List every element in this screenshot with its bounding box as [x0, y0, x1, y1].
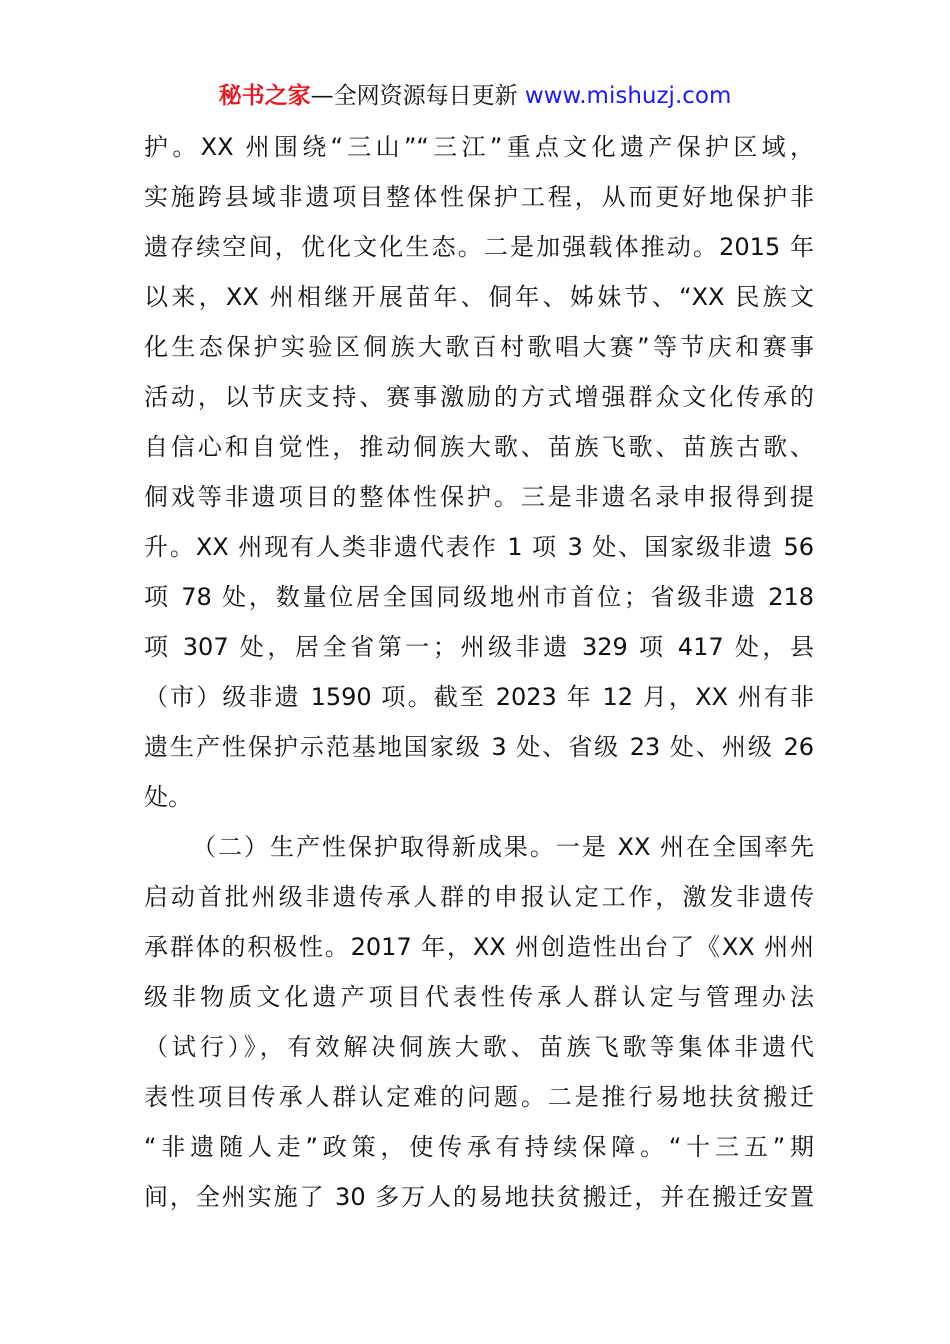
text-line: （试行）》，有效解决侗族大歌、苗族飞歌等集体非遗代	[144, 1033, 814, 1061]
text-line: 自信心和自觉性，推动侗族大歌、苗族飞歌、苗族古歌、	[144, 433, 814, 461]
text-line: 项 307 处，居全省第一；州级非遗 329 项 417 处，县	[144, 633, 814, 661]
text-line: 表性项目传承人群认定难的问题。二是推行易地扶贫搬迁	[144, 1083, 814, 1111]
text-line: 级非物质文化遗产项目代表性传承人群认定与管理办法	[144, 983, 814, 1011]
text-line: 遗生产性保护示范基地国家级 3 处、省级 23 处、州级 26	[144, 733, 814, 761]
text-line: 活动，以节庆支持、赛事激励的方式增强群众文化传承的	[144, 383, 814, 411]
text-line: 启动首批州级非遗传承人群的申报认定工作，激发非遗传	[144, 883, 814, 911]
text-line: 间，全州实施了 30 多万人的易地扶贫搬迁，并在搬迁安置	[144, 1183, 814, 1211]
site-header	[0, 80, 950, 112]
section-heading-line: （二）生产性保护取得新成果。一是 XX 州在全国率先	[192, 833, 814, 861]
text-line: 侗戏等非遗项目的整体性保护。三是非遗名录申报得到提	[144, 483, 814, 511]
text-line: 升。XX 州现有人类非遗代表作 1 项 3 处、国家级非遗 56	[144, 533, 814, 561]
document-body	[144, 122, 814, 1222]
text-line: （市）级非遗 1590 项。截至 2023 年 12 月，XX 州有非	[144, 683, 814, 711]
text-line: 处。	[144, 783, 192, 811]
text-line: 以来，XX 州相继开展苗年、侗年、姊妹节、“XX 民族文	[144, 283, 814, 311]
text-line: “非遗随人走”政策，使传承有持续保障。“十三五”期	[144, 1133, 814, 1161]
text-line: 项 78 处，数量位居全国同级地州市首位；省级非遗 218	[144, 583, 814, 611]
site-url-link[interactable]: www.mishuzj.com	[524, 83, 732, 109]
site-brand: 秘书之家	[218, 83, 311, 109]
site-tagline: —全网资源每日更新	[310, 83, 525, 109]
text-line: 承群体的积极性。2017 年，XX 州创造性出台了《XX 州州	[144, 933, 814, 961]
text-line: 护。XX 州围绕“三山”“三江”重点文化遗产保护区域，	[144, 133, 814, 161]
text-line: 实施跨县域非遗项目整体性保护工程，从而更好地保护非	[144, 183, 814, 211]
text-line: 化生态保护实验区侗族大歌百村歌唱大赛”等节庆和赛事	[144, 333, 814, 361]
text-line: 遗存续空间，优化文化生态。二是加强载体推动。2015 年	[144, 233, 814, 261]
